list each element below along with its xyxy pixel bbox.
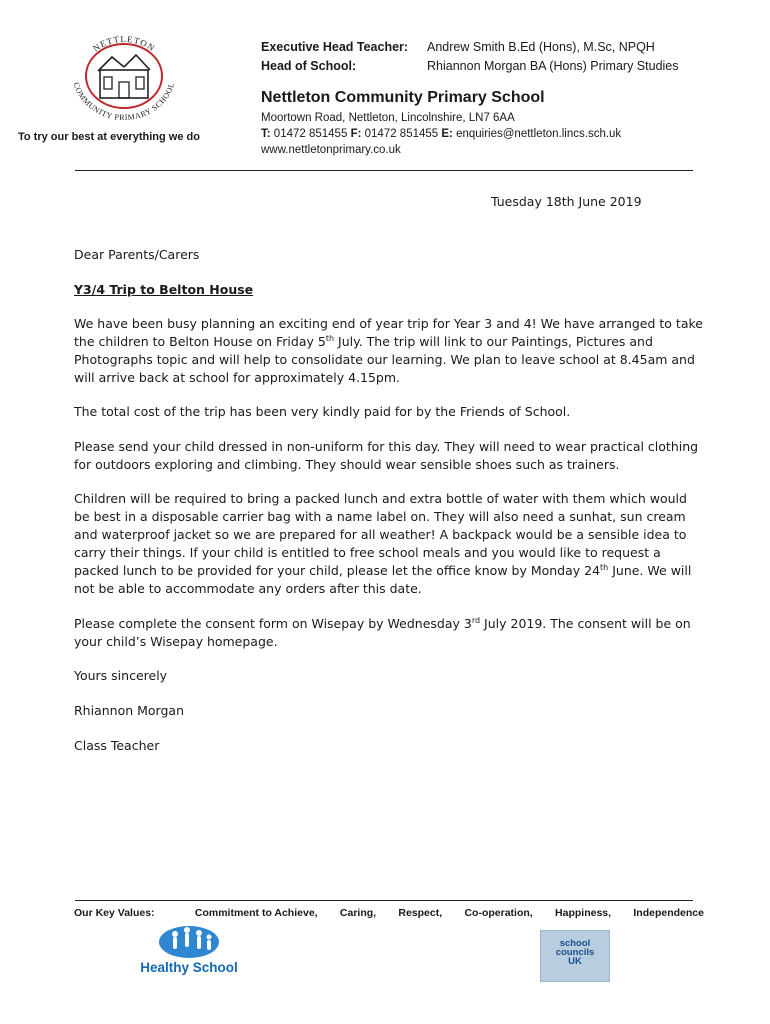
healthy-school-logo bbox=[137, 920, 241, 980]
staff-role: Head of School: bbox=[261, 59, 357, 73]
healthy-school-text: Healthy School bbox=[140, 960, 238, 975]
paragraph-lunch bbox=[74, 490, 691, 598]
svg-text:NETTLETON bbox=[91, 34, 157, 54]
text-line: carry their things. If your child is entitled to free school meals and you would like to request a bbox=[74, 545, 661, 560]
ordinal-suffix: rd bbox=[471, 615, 481, 625]
school-councils-text bbox=[541, 939, 609, 966]
text-line: Photographs topic and will help to consolidate our learning. We plan to leave school at 8.45am and bbox=[74, 352, 695, 367]
text-line: not be able to accommodate any orders after this date. bbox=[74, 581, 422, 596]
text-line: will arrive back at school for approximately 4.15pm. bbox=[74, 370, 401, 385]
key-value: Commitment to Achieve, bbox=[194, 907, 318, 919]
text-line: We have been busy planning an exciting end of year trip for Year 3 and 4! We have arranged to take bbox=[74, 316, 703, 331]
text-line: your child’s Wisepay homepage. bbox=[74, 634, 278, 649]
signature-name: Rhiannon Morgan bbox=[74, 703, 184, 718]
key-value: Caring, bbox=[339, 907, 377, 919]
text-line: and waterproof jacket so we are prepared for all weather! A backpack would be a sensible idea to bbox=[74, 527, 687, 542]
text-span: Please complete the consent form on Wisepay by Wednesday 3 bbox=[74, 616, 472, 631]
logo-text-top: NETTLETON bbox=[90, 33, 158, 54]
text-line: for outdoors exploring and climbing. They should wear sensible shoes such as trainers. bbox=[74, 457, 620, 472]
text-span: June. We will bbox=[608, 563, 692, 578]
letter-subject: Y3/4 Trip to Belton House bbox=[74, 282, 254, 297]
tel-number: 01472 851455 bbox=[273, 128, 348, 140]
key-value: Happiness, bbox=[555, 907, 612, 919]
fax-label: F: bbox=[350, 128, 362, 140]
school-address: Moortown Road, Nettleton, Lincolnshire, LN7 6AA bbox=[261, 112, 515, 124]
staff-role: Executive Head Teacher: bbox=[261, 40, 409, 54]
email-address: enquiries@nettleton.lincs.sch.uk bbox=[456, 128, 622, 140]
staff-row bbox=[261, 57, 679, 76]
school-name: Nettleton Community Primary School bbox=[261, 89, 545, 106]
healthy-school-figures-icon bbox=[137, 920, 241, 960]
text-line: be best in a disposable carrier bag with a name label on. They will also need a sunhat, sun cream bbox=[74, 509, 686, 524]
contact-block bbox=[261, 110, 621, 158]
fax-number: 01472 851455 bbox=[364, 128, 439, 140]
key-value: Independence bbox=[633, 907, 704, 919]
phone-line bbox=[261, 126, 621, 142]
school-motto: To try our best at everything we do bbox=[18, 131, 200, 143]
school-councils-logo bbox=[540, 930, 610, 982]
ordinal-suffix: th bbox=[600, 562, 609, 572]
text-span: July. The trip will link to our Paintings, Pictures and bbox=[334, 334, 653, 349]
header-divider bbox=[75, 170, 693, 171]
text-line: Please send your child dressed in non-uniform for this day. They will need to wear practical clothing bbox=[74, 439, 699, 454]
website: www.nettletonprimary.co.uk bbox=[261, 144, 401, 156]
staff-name: Rhiannon Morgan BA (Hons) Primary Studies bbox=[427, 59, 679, 73]
letter-date: Tuesday 18th June 2019 bbox=[491, 194, 642, 209]
logo-line: school bbox=[559, 938, 591, 949]
school-logo bbox=[64, 30, 184, 125]
key-value: Respect, bbox=[398, 907, 443, 919]
key-values-label: Our Key Values: bbox=[74, 907, 155, 919]
text-line: Children will be required to bring a packed lunch and extra bottle of water with them which would bbox=[74, 491, 687, 506]
paragraph-trip bbox=[74, 315, 703, 387]
tel-label: T: bbox=[261, 128, 271, 140]
text-span: packed lunch to be provided for your child, please let the office know by Monday 24 bbox=[74, 563, 601, 578]
logo-line: UK bbox=[568, 956, 582, 967]
text-line bbox=[74, 615, 691, 633]
text-line bbox=[74, 562, 691, 580]
logo-line: councils bbox=[555, 947, 595, 958]
key-values bbox=[74, 907, 704, 919]
paragraph-consent bbox=[74, 615, 691, 651]
text-line bbox=[74, 333, 703, 351]
paragraph-cost: The total cost of the trip has been very kindly paid for by the Friends of School. bbox=[74, 404, 571, 419]
salutation: Dear Parents/Carers bbox=[74, 247, 200, 262]
ordinal-suffix: th bbox=[325, 333, 335, 343]
footer-divider bbox=[75, 900, 693, 901]
staff-name: Andrew Smith B.Ed (Hons), M.Sc, NPQH bbox=[427, 40, 655, 54]
staff-row bbox=[261, 38, 679, 57]
text-span: July 2019. The consent will be on bbox=[480, 616, 691, 631]
text-span: the children to Belton House on Friday 5 bbox=[74, 334, 326, 349]
staff-list bbox=[261, 38, 679, 76]
signature-title: Class Teacher bbox=[74, 738, 160, 753]
key-value: Co-operation, bbox=[464, 907, 533, 919]
logo-text-bottom: COMMUNITY PRIMARY SCHOOL bbox=[71, 81, 177, 123]
paragraph-clothing bbox=[74, 438, 698, 474]
closing: Yours sincerely bbox=[74, 668, 168, 683]
email-label: E: bbox=[441, 128, 453, 140]
